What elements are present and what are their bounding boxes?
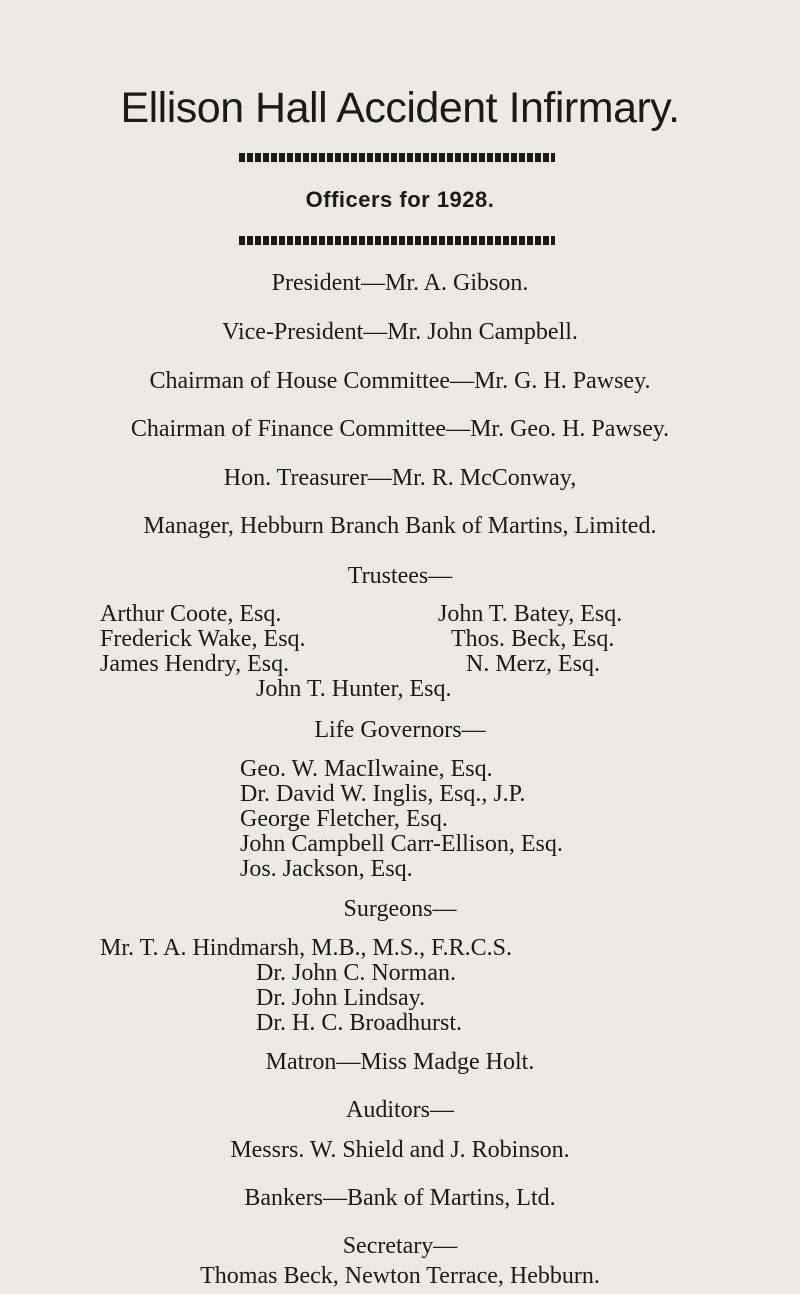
life-governor-name: Geo. W. MacIlwaine, Esq.	[240, 756, 493, 782]
surgeon-name: Dr. H. C. Broadhurst.	[256, 1010, 462, 1036]
surgeon-name: Dr. John Lindsay.	[256, 985, 426, 1011]
auditors-heading: Auditors—	[346, 1097, 454, 1123]
trustee-name: Arthur Coote, Esq.	[100, 601, 282, 627]
matron-line: Matron—Miss Madge Holt.	[265, 1049, 535, 1075]
vice-president-line: Vice-President—Mr. John Campbell.	[222, 319, 578, 345]
surgeons-heading: Surgeons—	[343, 896, 457, 922]
page-subtitle: Officers for 1928.	[305, 187, 495, 212]
trustees-heading: Trustees—	[347, 563, 453, 589]
trustee-name: James Hendry, Esq.	[100, 651, 290, 677]
chairman-finance-line: Chairman of Finance Committee—Mr. Geo. H. Pawsey.	[130, 416, 670, 442]
life-governor-name: John Campbell Carr-Ellison, Esq.	[240, 831, 563, 857]
trustee-name: John T. Hunter, Esq.	[256, 676, 452, 702]
surgeon-name: Dr. John C. Norman.	[256, 960, 456, 986]
president-line: President—Mr. A. Gibson.	[271, 270, 529, 296]
life-governor-name: Dr. David W. Inglis, Esq., J.P.	[240, 781, 526, 807]
secretary-line: Thomas Beck, Newton Terrace, Hebburn.	[200, 1263, 600, 1289]
surgeon-name: Mr. T. A. Hindmarsh, M.B., M.S., F.R.C.S.	[100, 935, 512, 961]
bankers-line: Bankers—Bank of Martins, Ltd.	[244, 1185, 556, 1211]
secretary-heading: Secretary—	[342, 1233, 458, 1259]
decorative-rule	[239, 236, 555, 245]
treasurer-line: Hon. Treasurer—Mr. R. McConway,	[223, 465, 577, 491]
trustee-name: John T. Batey, Esq.	[438, 601, 623, 627]
life-governor-name: Jos. Jackson, Esq.	[240, 856, 413, 882]
trustee-name: Frederick Wake, Esq.	[100, 626, 306, 652]
life-governors-heading: Life Governors—	[314, 717, 486, 743]
auditors-line: Messrs. W. Shield and J. Robinson.	[230, 1137, 570, 1163]
chairman-house-line: Chairman of House Committee—Mr. G. H. Pawsey.	[149, 368, 651, 394]
trustee-name: N. Merz, Esq.	[466, 651, 600, 677]
treasurer-detail-line: Manager, Hebburn Branch Bank of Martins, Limited.	[143, 513, 657, 539]
decorative-rule	[239, 153, 555, 162]
trustee-name: Thos. Beck, Esq.	[451, 626, 615, 652]
page-title: Ellison Hall Accident Infirmary.	[120, 84, 680, 132]
life-governor-name: George Fletcher, Esq.	[240, 806, 448, 832]
